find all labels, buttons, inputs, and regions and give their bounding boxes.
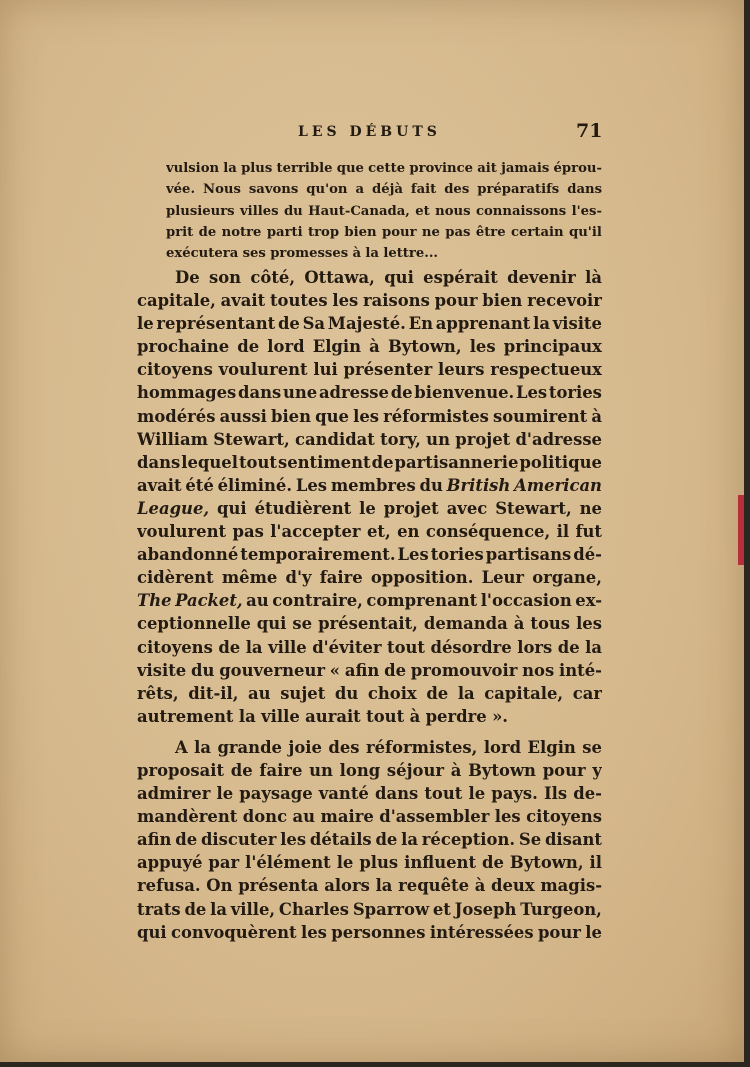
page-edge-stain [738, 495, 744, 565]
text-line: dans lequel tout sentiment de partisannerie politique [137, 452, 602, 472]
text-line: capitale, avait toutes les raisons pour bien recevoir [137, 291, 602, 311]
text-line: ceptionnelle qui se présentait, demanda à tous les [137, 614, 602, 634]
text-line: mandèrent donc au maire d'assembler les citoyens [137, 807, 602, 827]
page-number: 71 [576, 120, 603, 142]
text-line: citoyens voulurent lui présenter leurs respectueux [137, 360, 602, 380]
text-line: appuyé par l'élément le plus influent de Bytown, il [137, 853, 602, 873]
text-line: abandonné temporairement. Les tories partisans dé- [137, 545, 602, 565]
text-line: afin de discuter les détails de la réception. Se disant [137, 830, 602, 850]
body-text [137, 266, 602, 944]
text-line: le représentant de Sa Majesté. En apprenant la visite [137, 314, 602, 334]
block-quote [166, 158, 602, 264]
running-title: LES DÉBUTS [298, 124, 441, 140]
text-line: De son côté, Ottawa, qui espérait devenir là [175, 268, 602, 287]
text-line: voulurent pas l'accepter et, en conséquence, il fut [137, 522, 602, 542]
quote-line: plusieurs villes du Haut-Canada, et nous connaissons l'es- [166, 203, 602, 219]
text-line: League, qui étudièrent le projet avec Stewart, ne [137, 498, 602, 518]
text-line: A la grande joie des réformistes, lord Elgin se [175, 737, 602, 757]
text-line: rêts, dit-il, au sujet du choix de la capitale, car [137, 683, 602, 703]
text-line: refusa. On présenta alors la requête à deux magis- [137, 876, 602, 896]
text-line: autrement la ville aurait tout à perdre ». [137, 706, 509, 726]
text-line: cidèrent même d'y faire opposition. Leur organe, [137, 568, 602, 588]
text-line: The Packet, au contraire, comprenant l'occasion ex- [137, 591, 602, 611]
paragraph-2 [137, 736, 602, 944]
text-line: modérés aussi bien que les réformistes soumirent à [137, 406, 602, 426]
text-line: admirer le paysage vanté dans tout le pays. Ils de- [137, 784, 602, 804]
quote-line: prit de notre parti trop bien pour ne pas être certain qu'il [166, 224, 602, 240]
text-line: qui convoquèrent les personnes intéressées pour le [137, 922, 602, 942]
text-line: visite du gouverneur « afin de promouvoir nos inté- [137, 660, 602, 680]
text-line: prochaine de lord Elgin à Bytown, les principaux [137, 337, 602, 357]
text-line: trats de la ville, Charles Sparrow et Joseph Turgeon, [137, 899, 602, 919]
quote-line: vée. Nous savons qu'on a déjà fait des préparatifs dans [166, 182, 602, 198]
text-line: William Stewart, candidat tory, un projet d'adresse [137, 429, 602, 449]
quote-line: exécutera ses promesses à la lettre... [166, 246, 439, 262]
quote-line: vulsion la plus terrible que cette province ait jamais éprou- [166, 161, 602, 176]
text-line: citoyens de la ville d'éviter tout désordre lors de la [137, 637, 602, 657]
text-line: proposait de faire un long séjour à Bytown pour y [137, 760, 602, 780]
text-line: avait été éliminé. Les membres du British American [137, 475, 602, 495]
page-header [0, 120, 744, 146]
text-line: hommages dans une adresse de bienvenue. Les tories [137, 383, 602, 403]
paragraph-1 [137, 266, 602, 728]
